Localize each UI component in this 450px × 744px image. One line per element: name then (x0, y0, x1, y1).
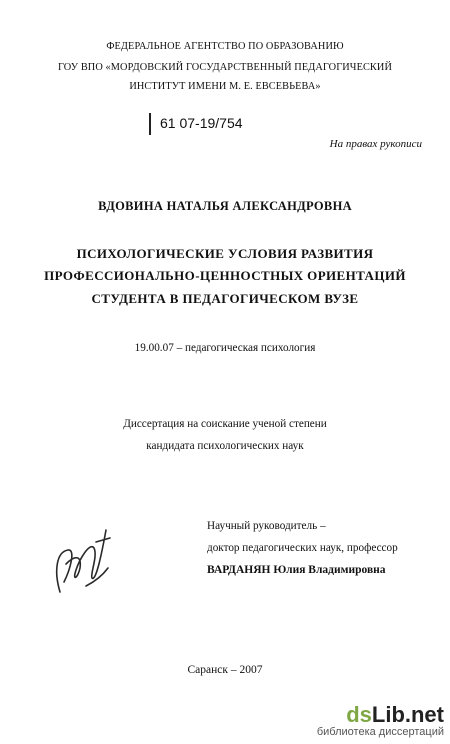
logo-part-ds: ds (346, 702, 372, 727)
handwritten-signature (46, 512, 120, 604)
title-line-3: СТУДЕНТА В ПЕДАГОГИЧЕСКОМ ВУЗЕ (91, 291, 359, 306)
supervisor-name: ВАРДАНЯН Юлия Владимировна (207, 564, 386, 576)
author-name: ВДОВИНА НАТАЛЬЯ АЛЕКСАНДРОВНА (98, 199, 352, 213)
institution-line-2: ИНСТИТУТ ИМЕНИ М. Е. ЕВСЕВЬЕВА» (129, 81, 321, 92)
dissertation-line-1: Диссертация на соискание ученой степени (123, 418, 327, 430)
supervisor-role: Научный руководитель – (207, 520, 326, 532)
code-divider (149, 113, 151, 135)
library-code: 61 07-19/754 (160, 115, 243, 131)
title-line-2: ПРОФЕССИОНАЛЬНО-ЦЕННОСТНЫХ ОРИЕНТАЦИЙ (44, 268, 406, 283)
watermark-subtitle: библиотека диссертаций (316, 726, 444, 738)
dissertation-line-2: кандидата психологических наук (146, 440, 304, 452)
dslib-logo (317, 704, 444, 726)
logo-part-lib: Lib.net (371, 702, 444, 727)
agency-line: ФЕДЕРАЛЬНОЕ АГЕНТСТВО ПО ОБРАЗОВАНИЮ (106, 41, 344, 52)
dslib-watermark (317, 704, 444, 738)
institution-line-1: ГОУ ВПО «МОРДОВСКИЙ ГОСУДАРСТВЕННЫЙ ПЕДАГОГИЧЕСКИЙ (58, 62, 392, 73)
supervisor-degree: доктор педагогических наук, профессор (207, 542, 398, 554)
city-year: Саранск – 2007 (187, 664, 263, 676)
rights-note: На правах рукописи (329, 138, 422, 150)
specialty: 19.00.07 – педагогическая психология (134, 342, 316, 354)
title-line-1: ПСИХОЛОГИЧЕСКИЕ УСЛОВИЯ РАЗВИТИЯ (76, 246, 374, 261)
